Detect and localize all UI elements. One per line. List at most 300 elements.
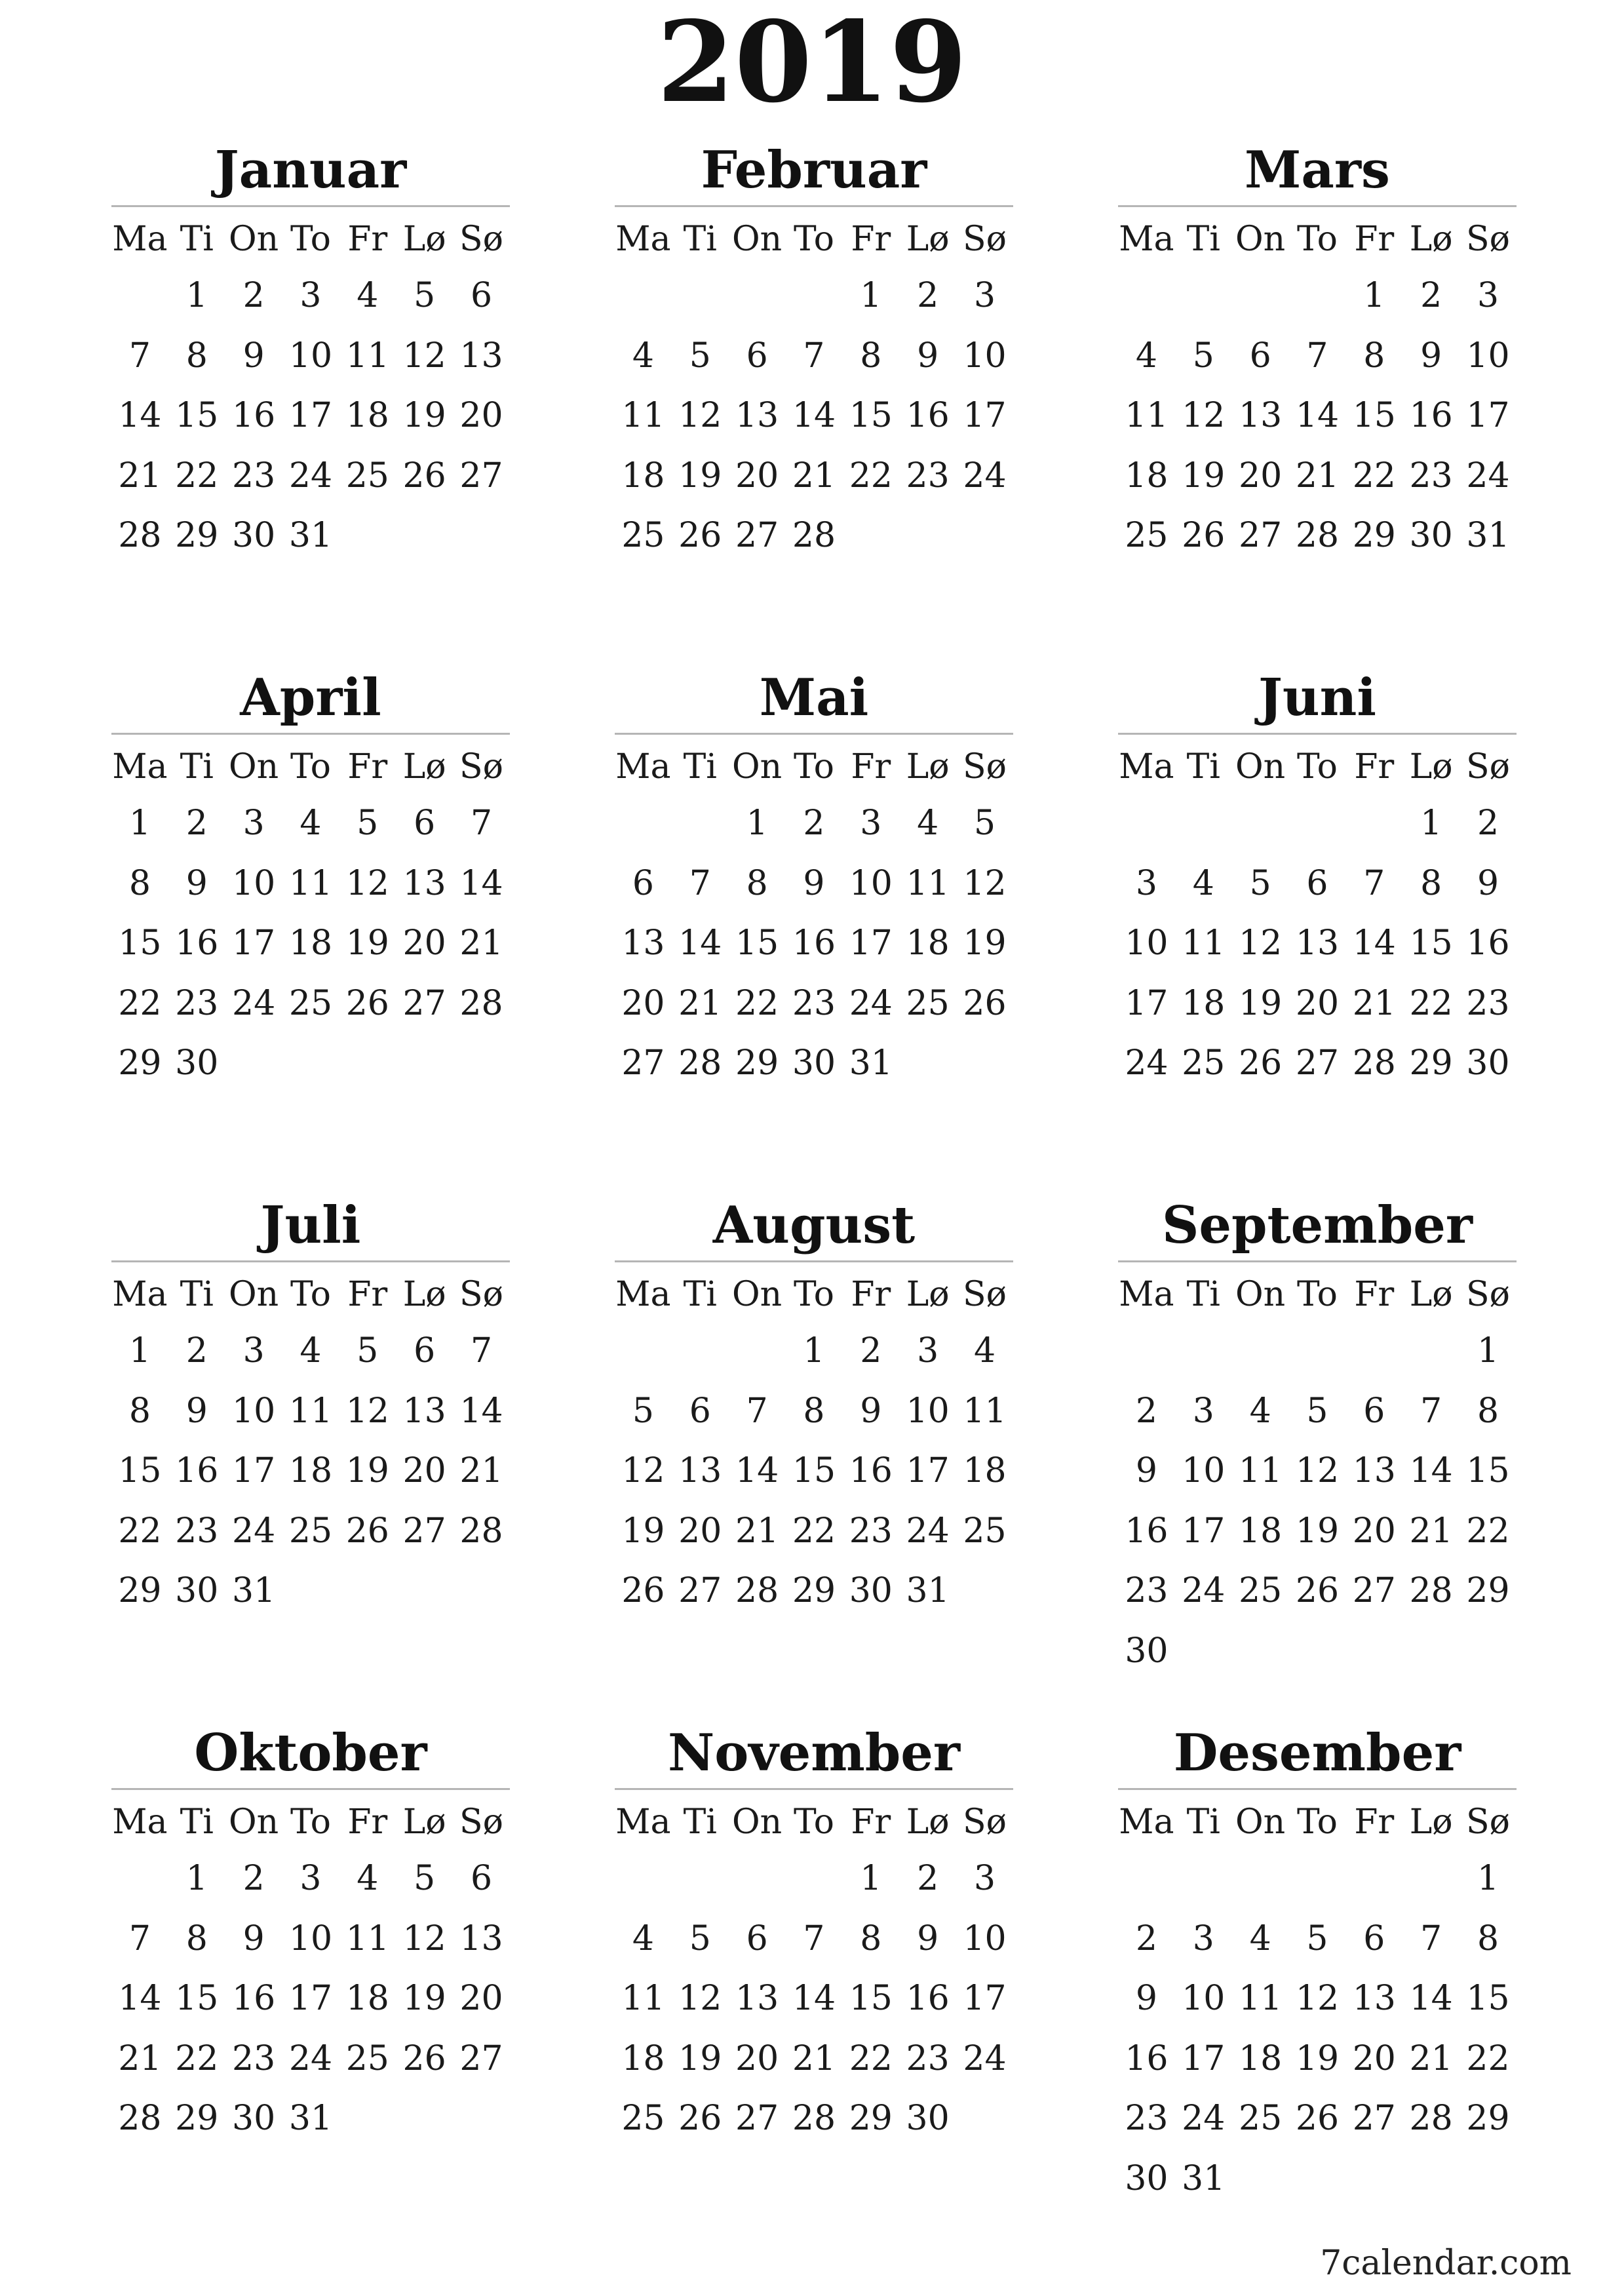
weekday-header-row <box>615 740 1013 794</box>
day-cell <box>1345 1849 1402 1909</box>
day-cell: 9 <box>1420 336 1442 376</box>
weekday-label: Ma <box>615 1802 671 1842</box>
day-cell: 19 <box>345 924 389 963</box>
day-cell: 16 <box>1125 2038 1169 2078</box>
day-cell: 10 <box>232 1391 276 1431</box>
day-cell: 23 <box>232 2038 276 2078</box>
day-cell: 13 <box>1239 396 1283 435</box>
day-cell: 29 <box>1352 516 1396 555</box>
week-row <box>1118 2089 1517 2149</box>
month-calendar <box>1118 1717 1517 2245</box>
week-row <box>111 1441 510 1502</box>
day-cell <box>1175 266 1232 326</box>
day-cell <box>786 266 843 326</box>
day-cell: 2 <box>803 804 825 843</box>
day-cell: 5 <box>414 276 436 315</box>
week-row <box>111 794 510 854</box>
weekday-label: To <box>1296 1802 1338 1842</box>
day-cell: 13 <box>735 1979 779 2018</box>
week-row <box>111 2029 510 2090</box>
weekday-label: On <box>732 747 783 787</box>
weekday-label: To <box>290 747 331 787</box>
week-row <box>615 2029 1013 2090</box>
day-cell: 25 <box>963 1511 1007 1551</box>
day-cell: 26 <box>1239 1043 1283 1083</box>
day-cell: 26 <box>678 516 722 555</box>
day-cell <box>1345 2149 1402 2209</box>
weekday-label: Sø <box>459 747 503 787</box>
day-cell: 5 <box>632 1391 654 1431</box>
day-cell: 1 <box>860 276 882 315</box>
day-cell: 3 <box>242 804 265 843</box>
week-row <box>111 266 510 326</box>
day-cell: 16 <box>792 924 836 963</box>
day-cell <box>396 506 453 566</box>
day-cell: 23 <box>1125 2099 1169 2138</box>
day-cell: 15 <box>175 396 219 435</box>
week-row <box>111 2089 510 2149</box>
day-cell <box>1175 1849 1232 1909</box>
weekday-label: Lø <box>402 747 446 787</box>
day-cell: 29 <box>175 2099 219 2138</box>
weekday-label: On <box>229 220 279 259</box>
day-cell: 2 <box>1135 1918 1157 1958</box>
day-cell <box>1232 1622 1289 1682</box>
day-cell: 4 <box>1249 1918 1271 1958</box>
day-cell: 30 <box>849 1571 893 1610</box>
day-cell: 7 <box>1306 336 1328 376</box>
day-cell: 31 <box>1466 516 1510 555</box>
day-cell: 5 <box>1306 1391 1328 1431</box>
day-cell <box>1402 1622 1460 1682</box>
day-cell: 6 <box>414 804 436 843</box>
week-row <box>111 446 510 507</box>
day-cell <box>1345 1321 1402 1382</box>
day-cell: 6 <box>470 1859 493 1898</box>
day-cell <box>339 2089 396 2149</box>
day-cell: 11 <box>345 336 389 376</box>
day-cell: 18 <box>288 924 333 963</box>
day-cell: 4 <box>917 804 939 843</box>
week-row <box>111 1561 510 1622</box>
week-row <box>1118 1622 1517 1682</box>
day-cell: 15 <box>1466 1451 1510 1490</box>
day-cell: 12 <box>1239 924 1283 963</box>
day-cell: 29 <box>792 1571 836 1610</box>
week-row <box>1118 1502 1517 1562</box>
week-row <box>111 1502 510 1562</box>
day-cell: 1 <box>1477 1859 1499 1898</box>
day-cell <box>1289 266 1346 326</box>
day-cell: 20 <box>402 1451 446 1490</box>
day-cell <box>786 1849 843 1909</box>
day-cell: 22 <box>849 2038 893 2078</box>
day-cell: 6 <box>1306 863 1328 903</box>
day-cell <box>729 266 786 326</box>
day-cell: 4 <box>357 276 379 315</box>
day-cell <box>1289 1849 1346 1909</box>
day-cell: 21 <box>459 1451 503 1490</box>
day-cell: 9 <box>242 1918 265 1958</box>
day-cell: 28 <box>792 2099 836 2138</box>
day-cell: 6 <box>1363 1918 1385 1958</box>
day-cell: 27 <box>402 1511 446 1551</box>
weekday-header-row <box>615 212 1013 266</box>
day-cell: 27 <box>735 516 779 555</box>
weekday-header-row <box>111 740 510 794</box>
day-cell: 16 <box>232 396 276 435</box>
week-row <box>111 506 510 566</box>
day-cell: 19 <box>678 2038 722 2078</box>
month-name: Juli <box>260 1196 361 1255</box>
day-cell: 17 <box>849 924 893 963</box>
weekday-label: To <box>1296 1275 1338 1314</box>
day-cell: 24 <box>1466 456 1510 496</box>
day-cell: 28 <box>792 516 836 555</box>
day-cell: 3 <box>917 1331 939 1371</box>
week-row <box>615 914 1013 974</box>
day-cell: 19 <box>1182 456 1226 496</box>
day-cell: 22 <box>1352 456 1396 496</box>
day-cell: 21 <box>792 456 836 496</box>
day-cell: 10 <box>1125 924 1169 963</box>
day-cell: 20 <box>459 396 503 435</box>
day-cell: 30 <box>175 1571 219 1610</box>
weekday-header-row <box>1118 1268 1517 1321</box>
day-cell <box>1289 794 1346 854</box>
day-cell: 30 <box>906 2099 950 2138</box>
weekday-label: To <box>290 1802 331 1842</box>
month-divider <box>1118 1260 1517 1262</box>
day-cell: 9 <box>185 1391 208 1431</box>
day-cell: 4 <box>300 804 322 843</box>
week-row <box>615 1321 1013 1382</box>
day-cell: 20 <box>459 1979 503 2018</box>
day-cell <box>453 1034 510 1094</box>
day-cell: 21 <box>1352 983 1396 1023</box>
day-cell: 22 <box>792 1511 836 1551</box>
day-cell: 28 <box>459 1511 503 1551</box>
day-cell: 4 <box>973 1331 996 1371</box>
day-cell: 2 <box>860 1331 882 1371</box>
month-calendar <box>615 1717 1013 2245</box>
day-cell: 22 <box>849 456 893 496</box>
weekday-label: Lø <box>1409 1802 1453 1842</box>
day-cell: 2 <box>1135 1391 1157 1431</box>
day-cell: 5 <box>689 336 711 376</box>
day-cell: 5 <box>357 1331 379 1371</box>
day-cell: 31 <box>288 516 333 555</box>
day-cell: 13 <box>1352 1979 1396 2018</box>
weekday-label: Sø <box>1466 1275 1510 1314</box>
day-cell: 20 <box>1352 1511 1396 1551</box>
weekday-label: Lø <box>906 747 950 787</box>
day-cell: 31 <box>1182 2158 1226 2198</box>
day-cell <box>956 1034 1013 1094</box>
day-cell: 11 <box>1239 1451 1283 1490</box>
day-cell: 14 <box>118 1979 162 2018</box>
weekday-label: Ma <box>112 1802 168 1842</box>
day-cell: 7 <box>1420 1918 1442 1958</box>
day-cell: 28 <box>459 983 503 1023</box>
week-row <box>111 1909 510 1970</box>
weekday-label: Ma <box>615 747 671 787</box>
month-divider <box>111 1788 510 1790</box>
day-cell: 7 <box>803 336 825 376</box>
day-cell: 1 <box>185 1859 208 1898</box>
day-cell: 16 <box>232 1979 276 2018</box>
month-divider <box>111 1260 510 1262</box>
day-cell: 22 <box>1466 2038 1510 2078</box>
weekday-label: On <box>1235 747 1286 787</box>
week-row <box>1118 1321 1517 1382</box>
day-cell: 30 <box>1125 2158 1169 2198</box>
day-cell: 12 <box>1295 1451 1340 1490</box>
day-cell: 15 <box>1352 396 1396 435</box>
day-cell: 28 <box>678 1043 722 1083</box>
day-cell: 28 <box>118 516 162 555</box>
day-cell: 21 <box>1409 2038 1453 2078</box>
weekday-label: Lø <box>906 220 950 259</box>
day-cell: 1 <box>185 276 208 315</box>
day-cell: 10 <box>963 336 1007 376</box>
day-cell: 24 <box>288 456 333 496</box>
weekday-label: Ti <box>683 1275 717 1314</box>
day-cell <box>1345 1622 1402 1682</box>
day-cell: 4 <box>632 1918 654 1958</box>
day-cell: 3 <box>300 276 322 315</box>
day-cell <box>396 2089 453 2149</box>
week-row <box>1118 1969 1517 2029</box>
weekday-label: Fr <box>851 1275 891 1314</box>
day-cell: 2 <box>242 276 265 315</box>
day-cell: 8 <box>860 1918 882 1958</box>
weekday-label: Ti <box>180 747 214 787</box>
day-cell <box>1232 1321 1289 1382</box>
day-cell: 8 <box>746 863 768 903</box>
weekday-label: Ti <box>180 1802 214 1842</box>
day-cell: 19 <box>1295 1511 1340 1551</box>
day-cell: 17 <box>1182 1511 1226 1551</box>
day-cell: 17 <box>1182 2038 1226 2078</box>
day-cell: 1 <box>128 1331 151 1371</box>
week-row <box>1118 386 1517 446</box>
day-cell: 16 <box>849 1451 893 1490</box>
day-cell: 19 <box>402 1979 446 2018</box>
day-cell: 18 <box>906 924 950 963</box>
day-cell: 2 <box>917 1859 939 1898</box>
day-cell: 9 <box>860 1391 882 1431</box>
day-cell: 18 <box>1239 1511 1283 1551</box>
weekday-label: Sø <box>1466 747 1510 787</box>
day-cell: 14 <box>735 1451 779 1490</box>
day-cell: 15 <box>849 1979 893 2018</box>
day-cell: 19 <box>678 456 722 496</box>
week-row <box>615 1502 1013 1562</box>
day-cell: 14 <box>1295 396 1340 435</box>
day-cell: 13 <box>459 336 503 376</box>
day-cell: 18 <box>1125 456 1169 496</box>
day-cell: 9 <box>242 336 265 376</box>
day-cell: 1 <box>128 804 151 843</box>
day-cell: 22 <box>175 2038 219 2078</box>
day-cell: 29 <box>118 1571 162 1610</box>
day-cell: 29 <box>175 516 219 555</box>
weekday-label: On <box>732 1802 783 1842</box>
day-cell: 16 <box>175 924 219 963</box>
month-calendar <box>1118 662 1517 1190</box>
weekday-label: Fr <box>1354 1802 1395 1842</box>
months-grid <box>111 134 1517 2198</box>
week-row <box>111 1382 510 1442</box>
weekday-label: Ti <box>683 1802 717 1842</box>
week-row <box>111 854 510 914</box>
day-cell <box>1345 794 1402 854</box>
day-cell <box>615 794 672 854</box>
month-divider <box>1118 733 1517 735</box>
month-divider <box>111 205 510 207</box>
day-cell: 9 <box>185 863 208 903</box>
day-cell <box>956 506 1013 566</box>
weekday-label: Ti <box>683 747 717 787</box>
month-name: April <box>240 668 381 728</box>
day-cell: 14 <box>459 863 503 903</box>
day-cell: 26 <box>963 983 1007 1023</box>
day-cell: 16 <box>906 396 950 435</box>
day-cell: 8 <box>1420 863 1442 903</box>
weekday-label: Sø <box>963 1802 1007 1842</box>
weekday-label: Lø <box>1409 747 1453 787</box>
weekday-label: Fr <box>1354 1275 1395 1314</box>
day-cell: 20 <box>1239 456 1283 496</box>
day-cell: 6 <box>746 1918 768 1958</box>
day-cell: 17 <box>963 1979 1007 2018</box>
month-calendar <box>111 134 510 662</box>
weekday-label: Ti <box>1186 1802 1220 1842</box>
weekday-label: Lø <box>906 1802 950 1842</box>
weekday-header-row <box>1118 740 1517 794</box>
week-row <box>111 974 510 1034</box>
day-cell: 5 <box>414 1859 436 1898</box>
day-cell: 31 <box>849 1043 893 1083</box>
week-row <box>111 1969 510 2029</box>
weekday-label: To <box>793 220 834 259</box>
day-cell: 30 <box>175 1043 219 1083</box>
day-cell <box>1232 1849 1289 1909</box>
day-cell: 14 <box>1409 1451 1453 1490</box>
weekday-label: Ti <box>1186 220 1220 259</box>
week-row <box>615 326 1013 387</box>
day-cell: 17 <box>906 1451 950 1490</box>
day-cell: 21 <box>459 924 503 963</box>
day-cell: 10 <box>963 1918 1007 1958</box>
day-cell: 2 <box>917 276 939 315</box>
day-cell <box>396 1561 453 1622</box>
day-cell: 25 <box>288 983 333 1023</box>
weekday-label: Fr <box>851 220 891 259</box>
month-calendar <box>1118 1190 1517 1717</box>
week-row <box>615 386 1013 446</box>
week-row <box>1118 1441 1517 1502</box>
day-cell: 24 <box>963 2038 1007 2078</box>
day-cell: 3 <box>973 1859 996 1898</box>
week-row <box>1118 2029 1517 2090</box>
month-divider <box>615 1260 1013 1262</box>
weekday-label: On <box>1235 1802 1286 1842</box>
day-cell: 28 <box>1409 2099 1453 2138</box>
day-cell: 7 <box>689 863 711 903</box>
day-cell: 29 <box>735 1043 779 1083</box>
day-cell: 26 <box>402 456 446 496</box>
day-cell <box>1289 2149 1346 2209</box>
day-cell: 25 <box>1239 1571 1283 1610</box>
day-cell: 7 <box>746 1391 768 1431</box>
day-cell: 11 <box>621 1979 665 2018</box>
week-row <box>615 1382 1013 1442</box>
day-cell: 23 <box>232 456 276 496</box>
day-cell: 27 <box>735 2099 779 2138</box>
day-cell: 18 <box>288 1451 333 1490</box>
day-cell: 15 <box>118 924 162 963</box>
month-name: Juni <box>1258 668 1376 728</box>
day-cell <box>615 266 672 326</box>
day-cell: 1 <box>1420 804 1442 843</box>
day-cell: 2 <box>185 804 208 843</box>
weekday-label: Lø <box>402 220 446 259</box>
week-row <box>1118 854 1517 914</box>
day-cell <box>729 1849 786 1909</box>
day-cell <box>1175 1321 1232 1382</box>
day-cell: 22 <box>118 1511 162 1551</box>
weekday-label: On <box>732 220 783 259</box>
day-cell: 28 <box>1295 516 1340 555</box>
day-cell <box>111 1849 168 1909</box>
day-cell: 4 <box>632 336 654 376</box>
day-cell: 25 <box>345 456 389 496</box>
day-cell: 9 <box>917 1918 939 1958</box>
day-cell: 30 <box>232 2099 276 2138</box>
weekday-label: On <box>229 1802 279 1842</box>
weekday-label: Ma <box>615 1275 671 1314</box>
day-cell: 27 <box>1239 516 1283 555</box>
day-cell: 12 <box>1182 396 1226 435</box>
week-row <box>1118 1909 1517 1970</box>
week-row <box>615 506 1013 566</box>
day-cell: 27 <box>1352 1571 1396 1610</box>
weekday-label: To <box>290 1275 331 1314</box>
day-cell <box>1232 266 1289 326</box>
day-cell: 25 <box>288 1511 333 1551</box>
day-cell: 29 <box>849 2099 893 2138</box>
weekday-header-row <box>1118 1795 1517 1849</box>
day-cell: 24 <box>232 983 276 1023</box>
weekday-label: Lø <box>402 1275 446 1314</box>
day-cell: 15 <box>792 1451 836 1490</box>
day-cell: 21 <box>118 2038 162 2078</box>
day-cell: 21 <box>118 456 162 496</box>
day-cell: 3 <box>860 804 882 843</box>
day-cell: 20 <box>678 1511 722 1551</box>
day-cell: 21 <box>1409 1511 1453 1551</box>
day-cell: 5 <box>1249 863 1271 903</box>
day-cell <box>453 506 510 566</box>
day-cell: 15 <box>118 1451 162 1490</box>
day-cell: 11 <box>288 863 333 903</box>
day-cell: 18 <box>1182 983 1226 1023</box>
day-cell: 14 <box>1409 1979 1453 2018</box>
day-cell: 17 <box>288 396 333 435</box>
day-cell <box>956 1561 1013 1622</box>
